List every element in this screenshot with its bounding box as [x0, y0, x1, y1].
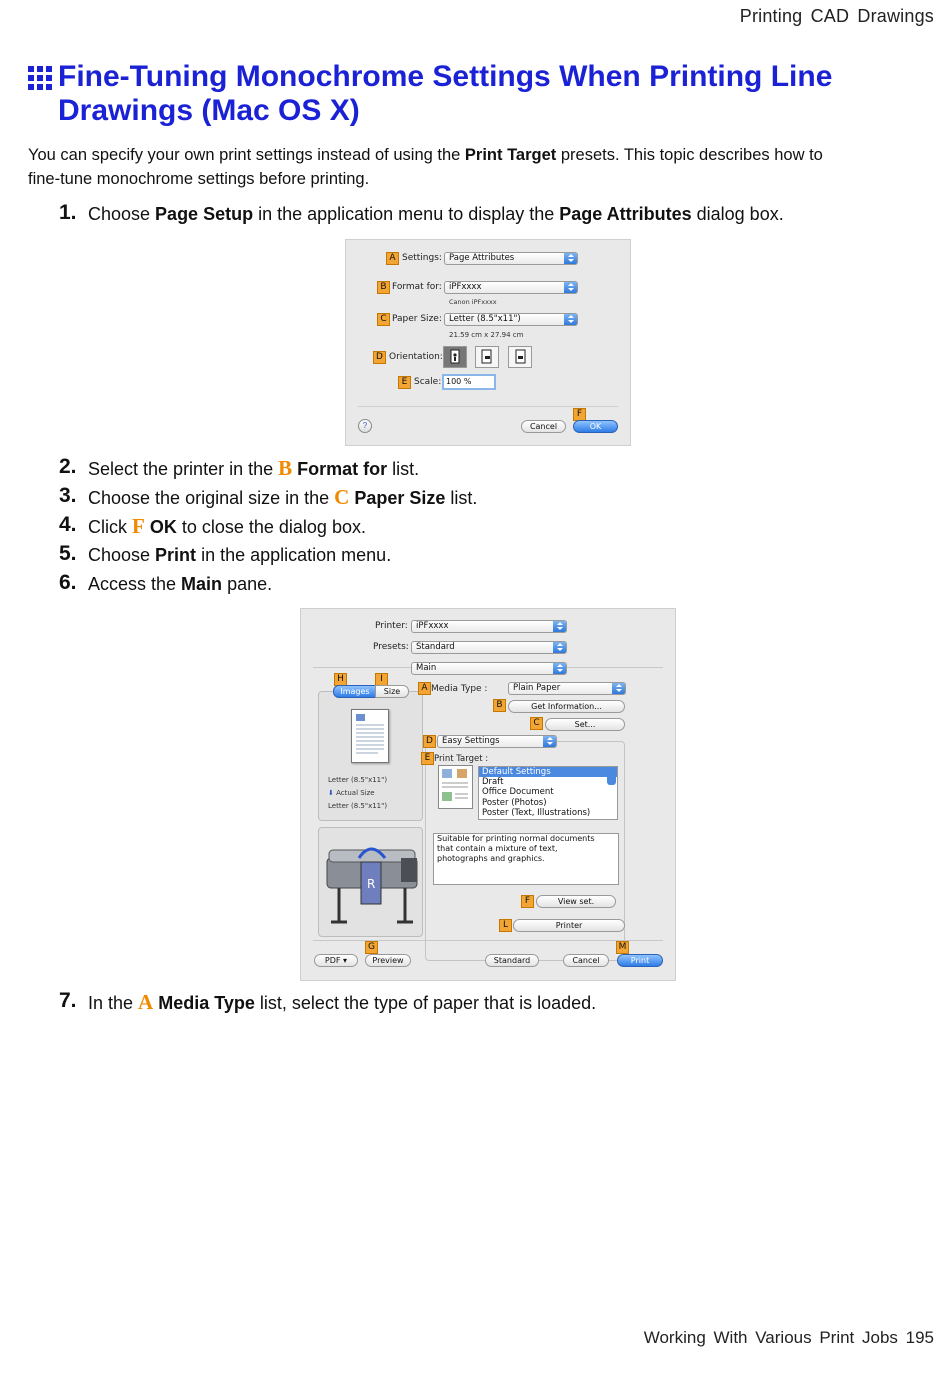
step-4: 4. Click F OK to close the dialog box.: [59, 513, 366, 538]
document-thumbnail-icon: [439, 766, 472, 808]
printer-popup[interactable]: iPFxxxx: [411, 620, 567, 633]
list-scrollbar[interactable]: [607, 769, 616, 785]
running-header: Printing CAD Drawings: [739, 6, 934, 26]
down-arrow-icon: ⬇: [328, 789, 337, 797]
paper-size-subtext: 21.59 cm x 27.94 cm: [449, 331, 524, 339]
presets-label: Presets:: [373, 642, 409, 652]
tag-l: L: [499, 919, 512, 932]
format-for-subtext: Canon iPFxxxx: [449, 298, 497, 306]
list-item[interactable]: Poster (Photos): [482, 797, 547, 808]
tag-e: E: [398, 376, 411, 389]
list-item[interactable]: Default Settings: [479, 767, 617, 777]
intro-paragraph: You can specify your own print settings instead of using the Print Target presets. This topic describes how to fine-tune monochrome settings before printing.: [28, 146, 823, 188]
list-item[interactable]: Office Document: [482, 787, 554, 798]
paper-size-label: Paper Size:: [392, 314, 442, 324]
large-format-printer-icon: [319, 828, 422, 936]
list-item[interactable]: Draft: [482, 777, 504, 788]
printer-illustration-panel: [318, 827, 423, 937]
landscape-icon: [476, 347, 498, 367]
tag-b: B: [493, 699, 506, 712]
print-target-list[interactable]: [478, 766, 618, 820]
print-dialog-screenshot: [300, 608, 676, 981]
page-preview-thumbnail: [351, 709, 389, 763]
tag-a: A: [386, 252, 399, 265]
step-7: 7. In the A Media Type list, select the type of paper that is loaded.: [59, 989, 597, 1014]
portrait-icon: [444, 347, 466, 367]
pane-popup[interactable]: Main: [411, 662, 567, 675]
pdf-button[interactable]: PDF ▾: [314, 954, 358, 967]
tag-b: B: [377, 281, 390, 294]
orientation-portrait-button[interactable]: [443, 346, 467, 368]
ok-button[interactable]: OK: [573, 420, 618, 433]
tab-size[interactable]: Size: [375, 685, 409, 698]
description-line: photographs and graphics.: [437, 854, 545, 863]
cancel-button[interactable]: Cancel: [521, 420, 566, 433]
print-button[interactable]: Print: [617, 954, 663, 967]
orientation-landscape-button[interactable]: [475, 346, 499, 368]
document-preview-icon: [352, 710, 388, 762]
step-6: 6. Access the Main pane.: [59, 571, 273, 594]
tag-h: H: [334, 673, 347, 686]
tag-f: F: [521, 895, 534, 908]
media-type-popup[interactable]: Plain Paper: [508, 682, 626, 695]
tag-m: M: [616, 941, 629, 954]
reverse-landscape-icon: [509, 347, 531, 367]
description-box: [433, 833, 619, 885]
grid-bullet-icon: [28, 66, 52, 90]
tab-images[interactable]: Images: [333, 685, 377, 698]
svg-text:R: R: [367, 877, 376, 891]
step-3: 3. Choose the original size in the C Paper Size list.: [59, 484, 478, 509]
tag-g: G: [365, 941, 378, 954]
orientation-label: Orientation:: [389, 352, 443, 362]
page-footer: Working With Various Print Jobs 195: [643, 1328, 934, 1347]
view-set-button[interactable]: View set.: [536, 895, 616, 908]
tag-c: C: [377, 313, 390, 326]
standard-button[interactable]: Standard: [485, 954, 539, 967]
tag-i: I: [375, 673, 388, 686]
print-target-thumbnail: [438, 765, 473, 809]
print-target-label: Print Target :: [434, 754, 489, 764]
tag-f: F: [573, 408, 586, 421]
description-line: that contain a mixture of text,: [437, 844, 558, 853]
preview-button[interactable]: Preview: [365, 954, 411, 967]
settings-mode-popup[interactable]: Easy Settings: [437, 735, 557, 748]
format-for-popup[interactable]: iPFxxxx: [444, 281, 578, 294]
list-item[interactable]: Poster (Text, Illustrations): [482, 807, 591, 818]
preview-size-1: Letter (8.5"x11"): [328, 776, 388, 784]
presets-popup[interactable]: Standard: [411, 641, 567, 654]
description-line: Suitable for printing normal documents: [437, 834, 595, 843]
step-5: 5. Choose Print in the application menu.: [59, 542, 392, 565]
settings-label: Settings:: [402, 253, 442, 263]
printer-label: Printer:: [375, 621, 408, 631]
page-setup-dialog-screenshot: [345, 239, 631, 446]
divider: [358, 406, 618, 407]
step-1: 1. Choose Page Setup in the application menu to display the Page Attributes dialog box.: [59, 201, 784, 224]
tag-d: D: [373, 351, 386, 364]
media-type-label: Media Type :: [431, 684, 488, 694]
help-button[interactable]: ?: [358, 419, 372, 433]
printer-button[interactable]: Printer: [513, 919, 625, 932]
scale-label: Scale:: [414, 377, 442, 387]
get-information-button[interactable]: Get Information...: [508, 700, 625, 713]
step-2: 2. Select the printer in the B Format for list.: [59, 455, 420, 480]
actual-size-row: ⬇ Actual Size: [328, 789, 375, 797]
preview-size-2: Letter (8.5"x11"): [328, 802, 388, 810]
tag-d: D: [423, 735, 436, 748]
tag-c: C: [530, 717, 543, 730]
tag-e: E: [421, 752, 434, 765]
orientation-reverse-landscape-button[interactable]: [508, 346, 532, 368]
set-button[interactable]: Set...: [545, 718, 625, 731]
format-for-label: Format for:: [392, 282, 442, 292]
paper-size-popup[interactable]: Letter (8.5"x11"): [444, 313, 578, 326]
settings-popup[interactable]: Page Attributes: [444, 252, 578, 265]
tag-a: A: [418, 682, 431, 695]
cancel-button[interactable]: Cancel: [563, 954, 609, 967]
scale-field[interactable]: 100 %: [442, 374, 496, 390]
page-title: Fine-Tuning Monochrome Settings When Printing Line Drawings (Mac OS X): [58, 60, 833, 127]
